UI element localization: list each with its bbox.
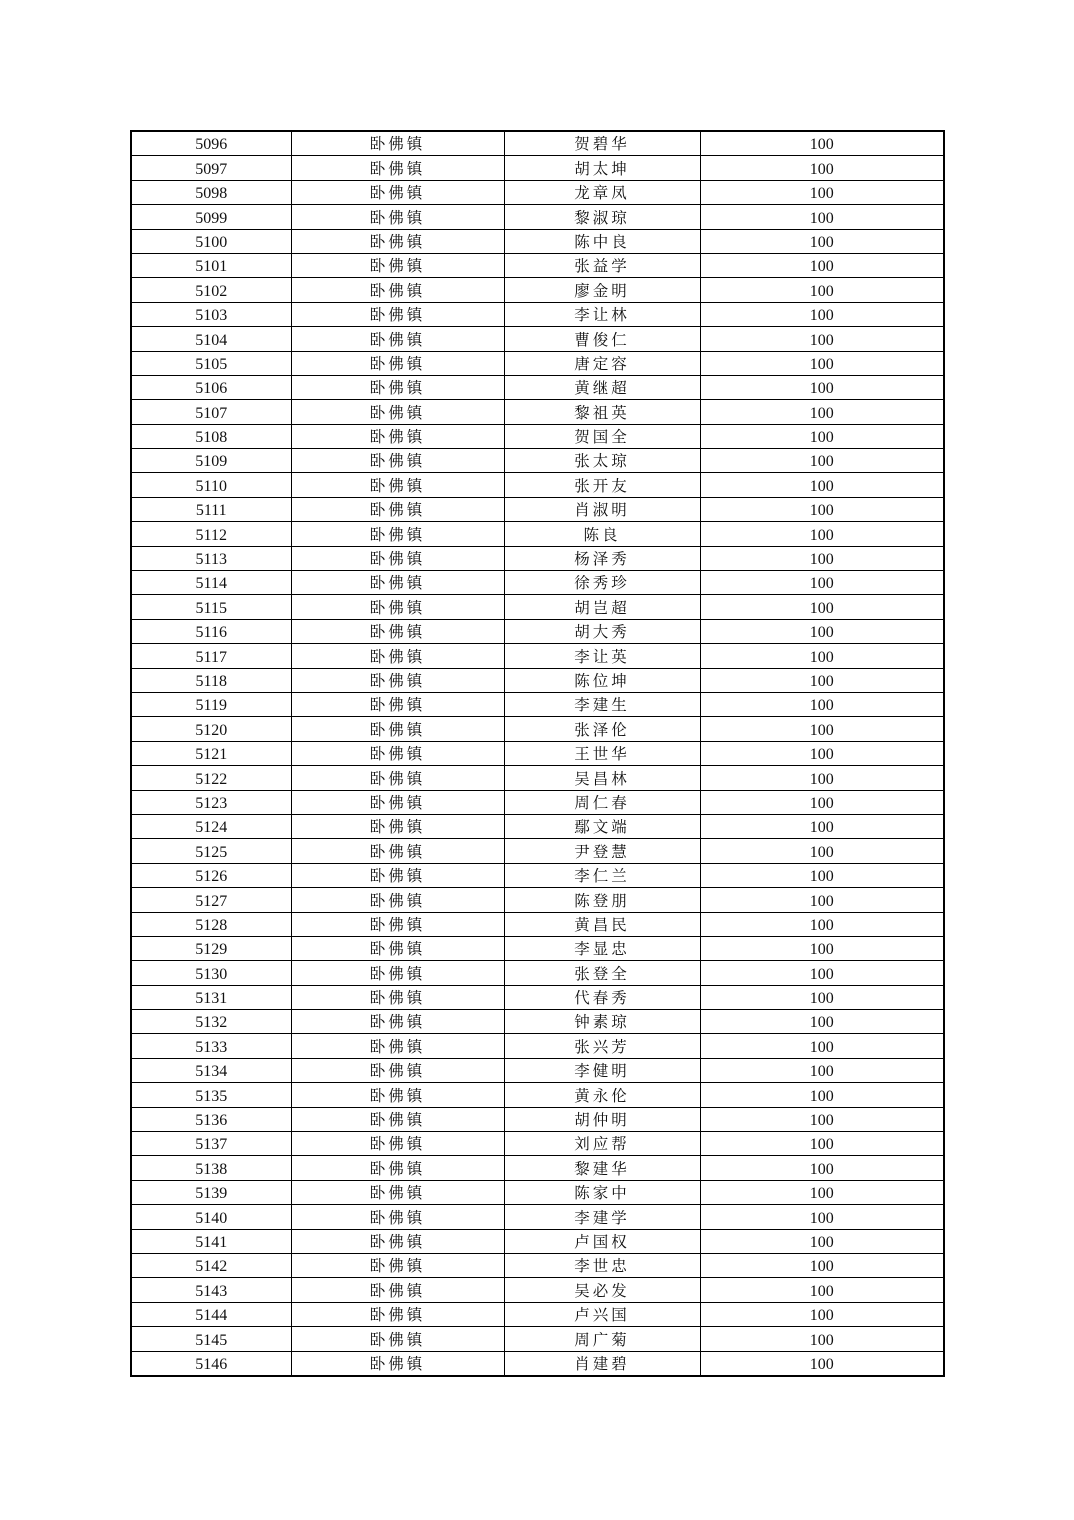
cell-number: 5136 — [131, 1107, 291, 1131]
cell-name: 李仁兰 — [504, 863, 700, 887]
cell-town: 卧佛镇 — [291, 717, 504, 741]
data-table — [130, 130, 945, 1377]
table-row — [131, 375, 944, 399]
cell-number: 5134 — [131, 1058, 291, 1082]
cell-name: 陈中良 — [504, 229, 700, 253]
table-row — [131, 717, 944, 741]
cell-town: 卧佛镇 — [291, 253, 504, 277]
cell-amount: 100 — [700, 1253, 944, 1277]
table-row — [131, 961, 944, 985]
cell-amount: 100 — [700, 1351, 944, 1376]
cell-name: 刘应帮 — [504, 1132, 700, 1156]
cell-name: 唐定容 — [504, 351, 700, 375]
table-row — [131, 1058, 944, 1082]
cell-number: 5104 — [131, 327, 291, 351]
cell-amount: 100 — [700, 205, 944, 229]
cell-town: 卧佛镇 — [291, 790, 504, 814]
cell-number: 5100 — [131, 229, 291, 253]
cell-name: 贺碧华 — [504, 131, 700, 156]
cell-amount: 100 — [700, 1180, 944, 1204]
table-row — [131, 1278, 944, 1302]
table-row — [131, 522, 944, 546]
cell-town: 卧佛镇 — [291, 1327, 504, 1351]
table-row — [131, 400, 944, 424]
cell-amount: 100 — [700, 546, 944, 570]
cell-number: 5106 — [131, 375, 291, 399]
cell-number: 5135 — [131, 1083, 291, 1107]
table-row — [131, 1034, 944, 1058]
table-row — [131, 595, 944, 619]
cell-town: 卧佛镇 — [291, 961, 504, 985]
cell-number: 5142 — [131, 1253, 291, 1277]
table-row — [131, 985, 944, 1009]
cell-amount: 100 — [700, 766, 944, 790]
cell-amount: 100 — [700, 351, 944, 375]
cell-name: 王世华 — [504, 741, 700, 765]
cell-name: 黄继超 — [504, 375, 700, 399]
cell-number: 5105 — [131, 351, 291, 375]
cell-name: 李健明 — [504, 1058, 700, 1082]
cell-town: 卧佛镇 — [291, 1351, 504, 1376]
cell-name: 张太琼 — [504, 449, 700, 473]
cell-amount: 100 — [700, 863, 944, 887]
cell-name: 胡太坤 — [504, 156, 700, 180]
cell-number: 5128 — [131, 912, 291, 936]
cell-town: 卧佛镇 — [291, 473, 504, 497]
cell-town: 卧佛镇 — [291, 1132, 504, 1156]
table-row — [131, 1180, 944, 1204]
cell-name: 肖淑明 — [504, 497, 700, 521]
cell-number: 5118 — [131, 668, 291, 692]
cell-number: 5117 — [131, 644, 291, 668]
cell-number: 5116 — [131, 619, 291, 643]
cell-town: 卧佛镇 — [291, 497, 504, 521]
cell-amount: 100 — [700, 1107, 944, 1131]
cell-town: 卧佛镇 — [291, 1083, 504, 1107]
cell-town: 卧佛镇 — [291, 644, 504, 668]
cell-number: 5108 — [131, 424, 291, 448]
cell-town: 卧佛镇 — [291, 1034, 504, 1058]
cell-town: 卧佛镇 — [291, 302, 504, 326]
table-row — [131, 229, 944, 253]
cell-town: 卧佛镇 — [291, 1229, 504, 1253]
cell-number: 5137 — [131, 1132, 291, 1156]
cell-amount: 100 — [700, 156, 944, 180]
cell-amount: 100 — [700, 644, 944, 668]
cell-amount: 100 — [700, 497, 944, 521]
cell-name: 杨泽秀 — [504, 546, 700, 570]
table-row — [131, 668, 944, 692]
table-row — [131, 302, 944, 326]
cell-number: 5102 — [131, 278, 291, 302]
cell-amount: 100 — [700, 692, 944, 716]
cell-town: 卧佛镇 — [291, 229, 504, 253]
table-row — [131, 278, 944, 302]
cell-name: 廖金明 — [504, 278, 700, 302]
cell-number: 5140 — [131, 1205, 291, 1229]
cell-amount: 100 — [700, 619, 944, 643]
cell-number: 5103 — [131, 302, 291, 326]
cell-number: 5115 — [131, 595, 291, 619]
table-row — [131, 1327, 944, 1351]
table-row — [131, 424, 944, 448]
cell-town: 卧佛镇 — [291, 1302, 504, 1326]
cell-number: 5119 — [131, 692, 291, 716]
table-row — [131, 1010, 944, 1034]
cell-name: 曹俊仁 — [504, 327, 700, 351]
table-row — [131, 131, 944, 156]
cell-amount: 100 — [700, 1058, 944, 1082]
cell-name: 黄昌民 — [504, 912, 700, 936]
cell-name: 龙章凤 — [504, 180, 700, 204]
cell-number: 5123 — [131, 790, 291, 814]
cell-name: 李让林 — [504, 302, 700, 326]
cell-number: 5125 — [131, 839, 291, 863]
cell-town: 卧佛镇 — [291, 278, 504, 302]
cell-amount: 100 — [700, 839, 944, 863]
cell-number: 5143 — [131, 1278, 291, 1302]
cell-name: 李让英 — [504, 644, 700, 668]
table-row — [131, 1107, 944, 1131]
cell-number: 5139 — [131, 1180, 291, 1204]
cell-town: 卧佛镇 — [291, 741, 504, 765]
cell-name: 鄢文端 — [504, 814, 700, 838]
cell-amount: 100 — [700, 1083, 944, 1107]
cell-amount: 100 — [700, 229, 944, 253]
cell-town: 卧佛镇 — [291, 375, 504, 399]
cell-name: 张登全 — [504, 961, 700, 985]
cell-number: 5111 — [131, 497, 291, 521]
table-row — [131, 839, 944, 863]
cell-name: 尹登慧 — [504, 839, 700, 863]
cell-town: 卧佛镇 — [291, 424, 504, 448]
table-row — [131, 1205, 944, 1229]
table-row — [131, 571, 944, 595]
cell-number: 5120 — [131, 717, 291, 741]
table-row — [131, 351, 944, 375]
cell-number: 5132 — [131, 1010, 291, 1034]
cell-amount: 100 — [700, 1010, 944, 1034]
cell-number: 5096 — [131, 131, 291, 156]
cell-town: 卧佛镇 — [291, 668, 504, 692]
cell-name: 张益学 — [504, 253, 700, 277]
cell-name: 吴昌林 — [504, 766, 700, 790]
cell-name: 贺国全 — [504, 424, 700, 448]
cell-amount: 100 — [700, 1302, 944, 1326]
cell-name: 黎祖英 — [504, 400, 700, 424]
table-row — [131, 1229, 944, 1253]
table-row — [131, 766, 944, 790]
cell-town: 卧佛镇 — [291, 814, 504, 838]
cell-number: 5131 — [131, 985, 291, 1009]
table-row — [131, 741, 944, 765]
cell-number: 5098 — [131, 180, 291, 204]
cell-amount: 100 — [700, 327, 944, 351]
cell-number: 5144 — [131, 1302, 291, 1326]
cell-amount: 100 — [700, 278, 944, 302]
table-row — [131, 1132, 944, 1156]
cell-town: 卧佛镇 — [291, 449, 504, 473]
cell-amount: 100 — [700, 1327, 944, 1351]
cell-name: 张兴芳 — [504, 1034, 700, 1058]
table-row — [131, 1253, 944, 1277]
cell-number: 5122 — [131, 766, 291, 790]
cell-name: 李建生 — [504, 692, 700, 716]
cell-name: 徐秀珍 — [504, 571, 700, 595]
cell-name: 胡大秀 — [504, 619, 700, 643]
table-row — [131, 1083, 944, 1107]
table-row — [131, 473, 944, 497]
cell-number: 5113 — [131, 546, 291, 570]
cell-number: 5146 — [131, 1351, 291, 1376]
cell-amount: 100 — [700, 814, 944, 838]
cell-name: 李建学 — [504, 1205, 700, 1229]
cell-amount: 100 — [700, 1034, 944, 1058]
cell-name: 陈良 — [504, 522, 700, 546]
cell-name: 李显忠 — [504, 936, 700, 960]
cell-amount: 100 — [700, 522, 944, 546]
table-row — [131, 936, 944, 960]
cell-name: 黄永伦 — [504, 1083, 700, 1107]
cell-amount: 100 — [700, 717, 944, 741]
cell-number: 5099 — [131, 205, 291, 229]
cell-name: 胡岂超 — [504, 595, 700, 619]
cell-number: 5130 — [131, 961, 291, 985]
table-row — [131, 912, 944, 936]
cell-town: 卧佛镇 — [291, 936, 504, 960]
cell-amount: 100 — [700, 1156, 944, 1180]
cell-amount: 100 — [700, 571, 944, 595]
cell-amount: 100 — [700, 1278, 944, 1302]
cell-amount: 100 — [700, 1205, 944, 1229]
cell-town: 卧佛镇 — [291, 888, 504, 912]
table-row — [131, 546, 944, 570]
cell-amount: 100 — [700, 302, 944, 326]
cell-number: 5129 — [131, 936, 291, 960]
cell-number: 5110 — [131, 473, 291, 497]
cell-town: 卧佛镇 — [291, 1107, 504, 1131]
cell-town: 卧佛镇 — [291, 692, 504, 716]
cell-number: 5124 — [131, 814, 291, 838]
cell-name: 周广菊 — [504, 1327, 700, 1351]
table-row — [131, 327, 944, 351]
cell-amount: 100 — [700, 741, 944, 765]
cell-amount: 100 — [700, 400, 944, 424]
cell-number: 5138 — [131, 1156, 291, 1180]
cell-town: 卧佛镇 — [291, 1278, 504, 1302]
cell-name: 胡仲明 — [504, 1107, 700, 1131]
cell-number: 5097 — [131, 156, 291, 180]
table-row — [131, 205, 944, 229]
cell-amount: 100 — [700, 790, 944, 814]
cell-amount: 100 — [700, 1229, 944, 1253]
cell-amount: 100 — [700, 985, 944, 1009]
table-row — [131, 692, 944, 716]
cell-amount: 100 — [700, 595, 944, 619]
cell-amount: 100 — [700, 131, 944, 156]
cell-number: 5109 — [131, 449, 291, 473]
cell-name: 吴必发 — [504, 1278, 700, 1302]
cell-town: 卧佛镇 — [291, 766, 504, 790]
cell-town: 卧佛镇 — [291, 1058, 504, 1082]
cell-amount: 100 — [700, 449, 944, 473]
cell-town: 卧佛镇 — [291, 522, 504, 546]
table-row — [131, 619, 944, 643]
table-row — [131, 644, 944, 668]
cell-name: 陈家中 — [504, 1180, 700, 1204]
cell-name: 黎建华 — [504, 1156, 700, 1180]
cell-amount: 100 — [700, 668, 944, 692]
cell-number: 5101 — [131, 253, 291, 277]
cell-number: 5145 — [131, 1327, 291, 1351]
cell-number: 5114 — [131, 571, 291, 595]
cell-name: 代春秀 — [504, 985, 700, 1009]
cell-town: 卧佛镇 — [291, 839, 504, 863]
cell-amount: 100 — [700, 888, 944, 912]
cell-number: 5141 — [131, 1229, 291, 1253]
cell-town: 卧佛镇 — [291, 1156, 504, 1180]
cell-name: 陈位坤 — [504, 668, 700, 692]
cell-town: 卧佛镇 — [291, 156, 504, 180]
cell-name: 卢兴国 — [504, 1302, 700, 1326]
table-row — [131, 180, 944, 204]
cell-town: 卧佛镇 — [291, 327, 504, 351]
cell-name: 周仁春 — [504, 790, 700, 814]
cell-number: 5121 — [131, 741, 291, 765]
table-row — [131, 253, 944, 277]
cell-town: 卧佛镇 — [291, 1253, 504, 1277]
cell-town: 卧佛镇 — [291, 351, 504, 375]
cell-amount: 100 — [700, 912, 944, 936]
cell-town: 卧佛镇 — [291, 1010, 504, 1034]
cell-name: 张泽伦 — [504, 717, 700, 741]
cell-amount: 100 — [700, 253, 944, 277]
cell-amount: 100 — [700, 473, 944, 497]
cell-amount: 100 — [700, 375, 944, 399]
table-row — [131, 1302, 944, 1326]
cell-town: 卧佛镇 — [291, 595, 504, 619]
cell-name: 陈登朋 — [504, 888, 700, 912]
table-body — [131, 131, 944, 1376]
cell-amount: 100 — [700, 180, 944, 204]
cell-amount: 100 — [700, 424, 944, 448]
table-row — [131, 790, 944, 814]
table-row — [131, 156, 944, 180]
cell-number: 5133 — [131, 1034, 291, 1058]
cell-name: 卢国权 — [504, 1229, 700, 1253]
table-row — [131, 863, 944, 887]
cell-town: 卧佛镇 — [291, 546, 504, 570]
cell-town: 卧佛镇 — [291, 863, 504, 887]
table-row — [131, 1156, 944, 1180]
cell-town: 卧佛镇 — [291, 571, 504, 595]
cell-name: 李世忠 — [504, 1253, 700, 1277]
cell-amount: 100 — [700, 936, 944, 960]
cell-town: 卧佛镇 — [291, 619, 504, 643]
cell-number: 5126 — [131, 863, 291, 887]
table-row — [131, 1351, 944, 1376]
cell-town: 卧佛镇 — [291, 912, 504, 936]
cell-town: 卧佛镇 — [291, 1205, 504, 1229]
table-row — [131, 888, 944, 912]
cell-town: 卧佛镇 — [291, 180, 504, 204]
cell-town: 卧佛镇 — [291, 985, 504, 1009]
cell-name: 黎淑琼 — [504, 205, 700, 229]
cell-number: 5112 — [131, 522, 291, 546]
table-row — [131, 814, 944, 838]
table-row — [131, 449, 944, 473]
cell-town: 卧佛镇 — [291, 400, 504, 424]
cell-number: 5127 — [131, 888, 291, 912]
table-row — [131, 497, 944, 521]
cell-town: 卧佛镇 — [291, 131, 504, 156]
cell-name: 张开友 — [504, 473, 700, 497]
cell-town: 卧佛镇 — [291, 205, 504, 229]
cell-number: 5107 — [131, 400, 291, 424]
cell-amount: 100 — [700, 1132, 944, 1156]
cell-town: 卧佛镇 — [291, 1180, 504, 1204]
cell-name: 肖建碧 — [504, 1351, 700, 1376]
cell-name: 钟素琼 — [504, 1010, 700, 1034]
cell-amount: 100 — [700, 961, 944, 985]
